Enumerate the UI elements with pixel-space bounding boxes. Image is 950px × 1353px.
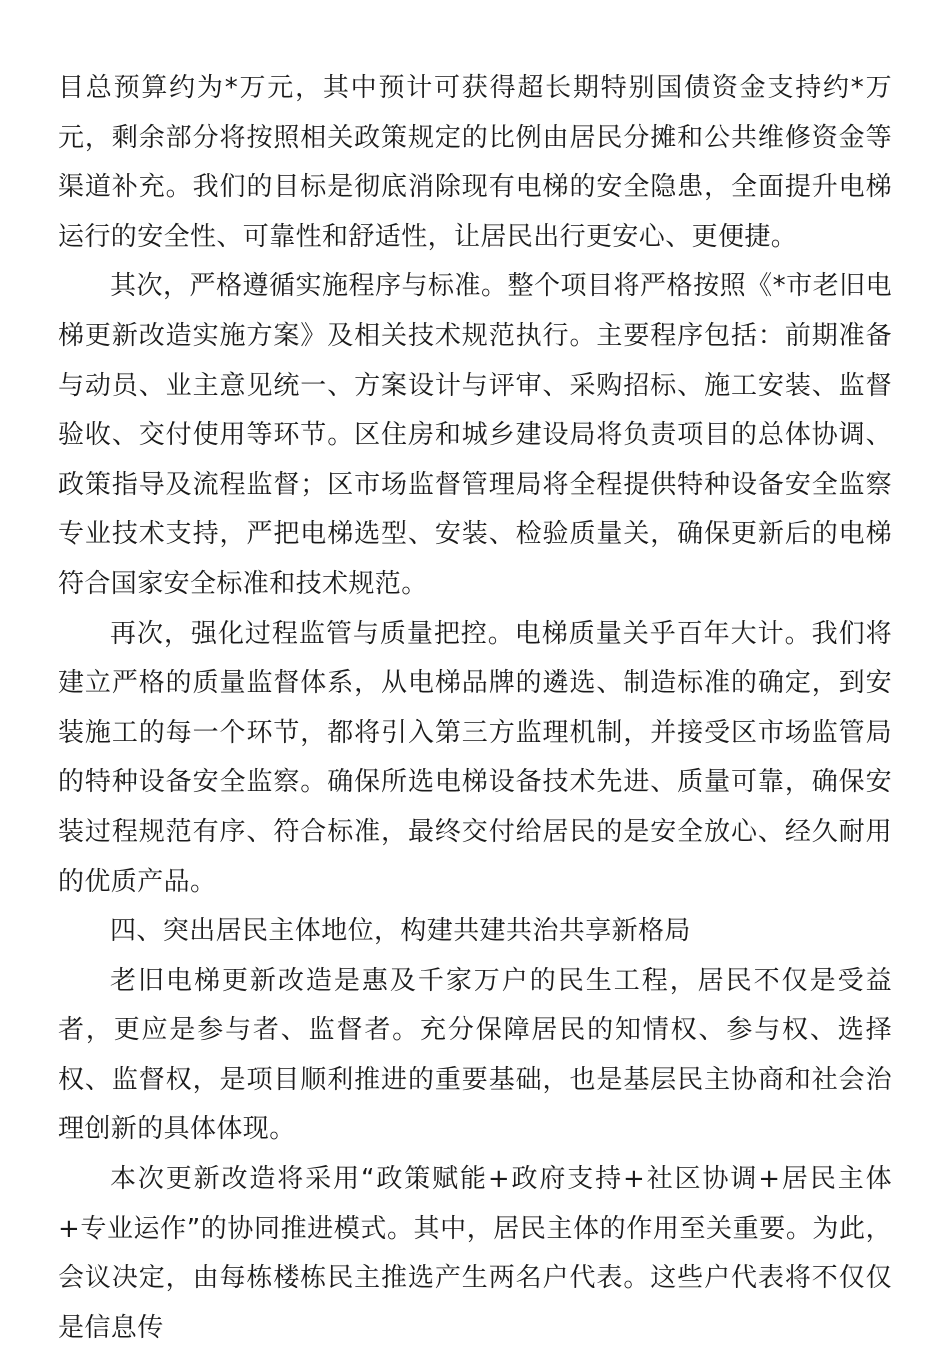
section-heading-4: 四、突出居民主体地位，构建共建共治共享新格局 bbox=[110, 916, 691, 947]
paragraph-quality-supervision: 再次，强化过程监管与质量把控。电梯质量关乎百年大计。我们将建立严格的质量监督体系，从电梯品牌的遴选、制造标准的确定，到安装施工的每一个环节，都将引入第三方监理机制，并接受区市场监管局的特种设备安全监察。确保所选电梯设备技术先进、质量可靠，确保安装过程规范有序、符合标准，最终交付给居民的是安全放心、经久耐用的优质产品。 bbox=[58, 618, 892, 897]
document-page bbox=[58, 64, 892, 1353]
paragraph-implementation-standards: 其次，严格遵循实施程序与标准。整个项目将严格按照《*市老旧电梯更新改造实施方案》及相关技术规范执行。主要程序包括：前期准备与动员、业主意见统一、方案设计与评审、采购招标、施工安装、监督验收、交付使用等环节。区住房和城乡建设局将负责项目的总体协调、政策指导及流程监督；区市场监督管理局将全程提供特种设备安全监察专业技术支持，严把电梯选型、安装、检验质量关，确保更新后的电梯符合国家安全标准和技术规范。 bbox=[58, 271, 892, 599]
paragraph-collaboration-model: 本次更新改造将采用“政策赋能+政府支持+社区协调+居民主体+专业运作”的协同推进模式。其中，居民主体的作用至关重要。为此，会议决定，由每栋楼栋民主推选产生两名户代表。这些户代表将不仅仅是信息传 bbox=[58, 1164, 892, 1343]
paragraph-resident-role: 老旧电梯更新改造是惠及千家万户的民生工程，居民不仅是受益者，更应是参与者、监督者。充分保障居民的知情权、参与权、选择权、监督权，是项目顺利推进的重要基础，也是基层民主协商和社会治理创新的具体体现。 bbox=[58, 965, 892, 1145]
paragraph-budget-continuation: 目总预算约为*万元，其中预计可获得超长期特别国债资金支持约*万元，剩余部分将按照相关政策规定的比例由居民分摊和公共维修资金等渠道补充。我们的目标是彻底消除现有电梯的安全隐患，全面提升电梯运行的安全性、可靠性和舒适性，让居民出行更安心、更便捷。 bbox=[58, 73, 892, 252]
